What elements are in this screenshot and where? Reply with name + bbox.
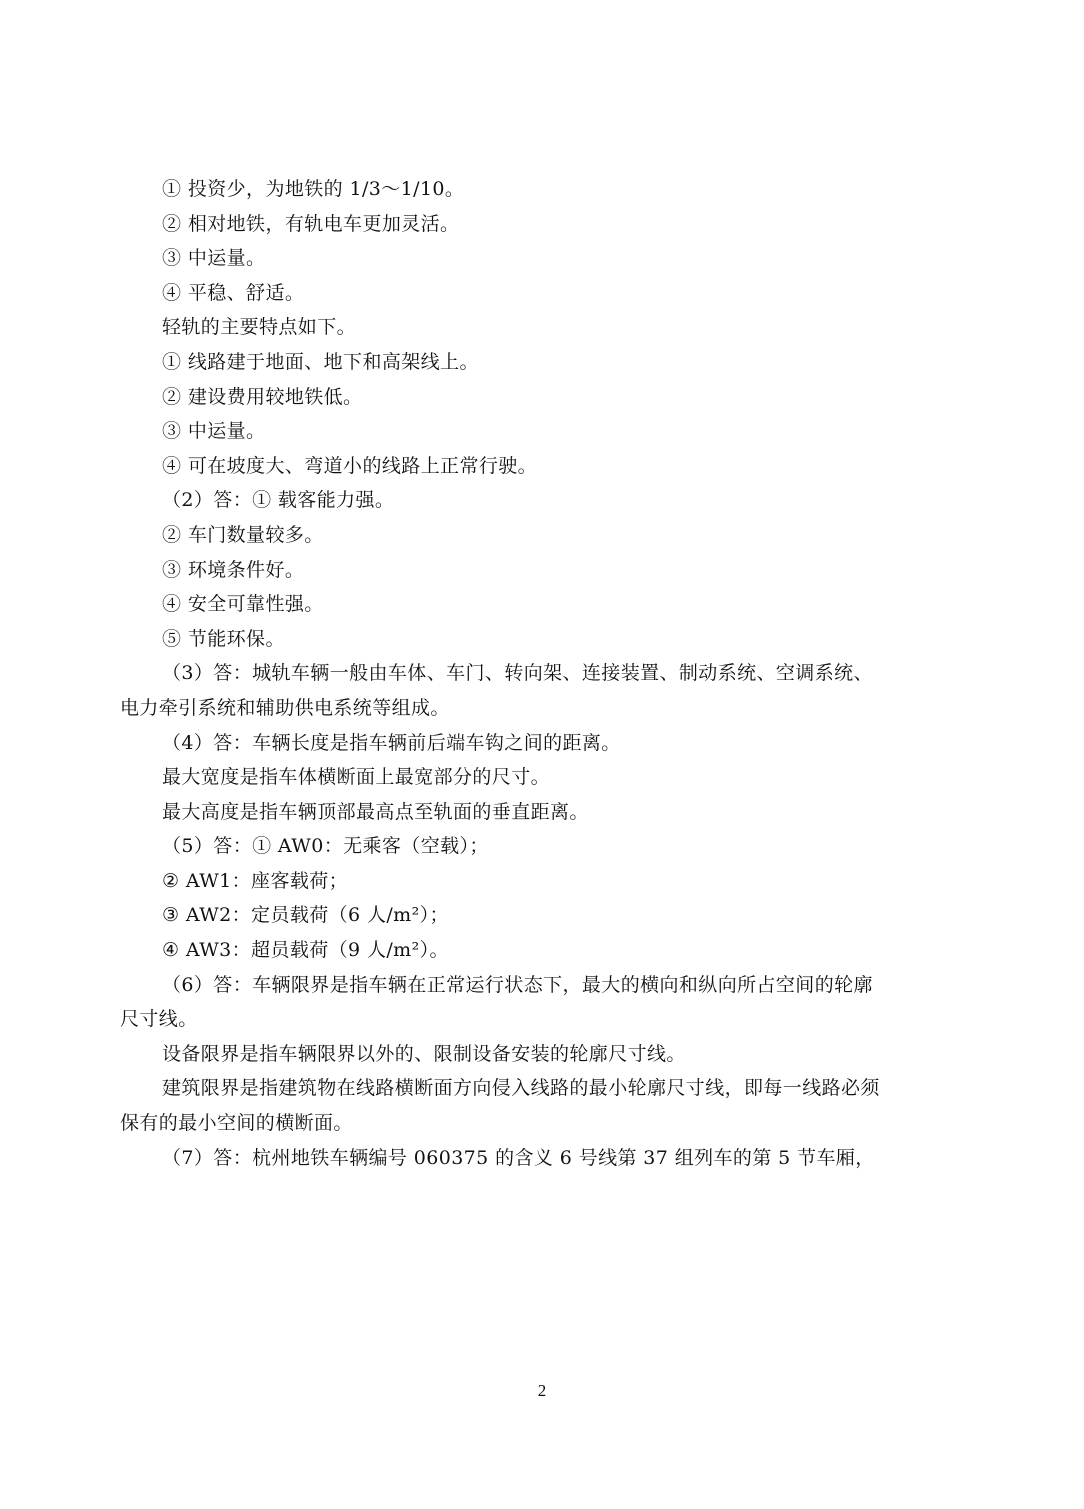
text-line: ④ 安全可靠性强。 xyxy=(162,593,324,616)
text-line: 轻轨的主要特点如下。 xyxy=(162,316,357,339)
text-line: ④ 可在坡度大、弯道小的线路上正常行驶。 xyxy=(162,454,538,477)
text-line: ③ 环境条件好。 xyxy=(162,558,305,581)
text-line: （6）答：车辆限界是指车辆在正常运行状态下，最大的横向和纵向所占空间的轮廓 xyxy=(162,973,873,996)
text-line: （7）答：杭州地铁车辆编号 060375 的含义 6 号线第 37 组列车的第 5 节车厢， xyxy=(162,1146,875,1169)
text-line: ① 线路建于地面、地下和高架线上。 xyxy=(162,350,479,373)
text-line: ③ AW2：定员载荷（6 人/m²）； xyxy=(162,904,449,927)
text-line: 尺寸线。 xyxy=(120,1008,198,1031)
text-line: 建筑限界是指建筑物在线路横断面方向侵入线路的最小轮廓尺寸线，即每一线路必须 xyxy=(162,1077,880,1100)
text-line: ④ 平稳、舒适。 xyxy=(162,281,305,304)
text-line: ⑤ 节能环保。 xyxy=(162,627,285,650)
text-line: ② 相对地铁，有轨电车更加灵活。 xyxy=(162,212,460,235)
text-line: 保有的最小空间的横断面。 xyxy=(120,1112,353,1135)
text-line: 最大高度是指车辆顶部最高点至轨面的垂直距离。 xyxy=(162,800,589,823)
text-line: ③ 中运量。 xyxy=(162,420,266,443)
text-line: 设备限界是指车辆限界以外的、限制设备安装的轮廓尺寸线。 xyxy=(162,1042,686,1065)
text-line: ② AW1：座客载荷； xyxy=(162,869,349,892)
text-line: ② 建设费用较地铁低。 xyxy=(162,385,363,408)
text-line: ① 投资少，为地铁的 1/3～1/10。 xyxy=(162,178,465,200)
text-line: （3）答：城轨车辆一般由车体、车门、转向架、连接装置、制动系统、空调系统、 xyxy=(162,662,873,685)
text-line: 最大宽度是指车体横断面上最宽部分的尺寸。 xyxy=(162,766,551,789)
text-line: （5）答：① AW0：无乘客（空载）； xyxy=(162,835,489,858)
text-line: （4）答：车辆长度是指车辆前后端车钩之间的距离。 xyxy=(162,731,621,754)
text-line: ④ AW3：超员载荷（9 人/m²）。 xyxy=(162,939,449,962)
page-number: 2 xyxy=(537,1381,547,1400)
text-line: 电力牵引系统和辅助供电系统等组成。 xyxy=(120,696,450,719)
text-line: （2）答：① 载客能力强。 xyxy=(162,489,395,512)
page-body xyxy=(120,172,940,1175)
text-line: ③ 中运量。 xyxy=(162,247,266,270)
text-line: ② 车门数量较多。 xyxy=(162,523,324,546)
